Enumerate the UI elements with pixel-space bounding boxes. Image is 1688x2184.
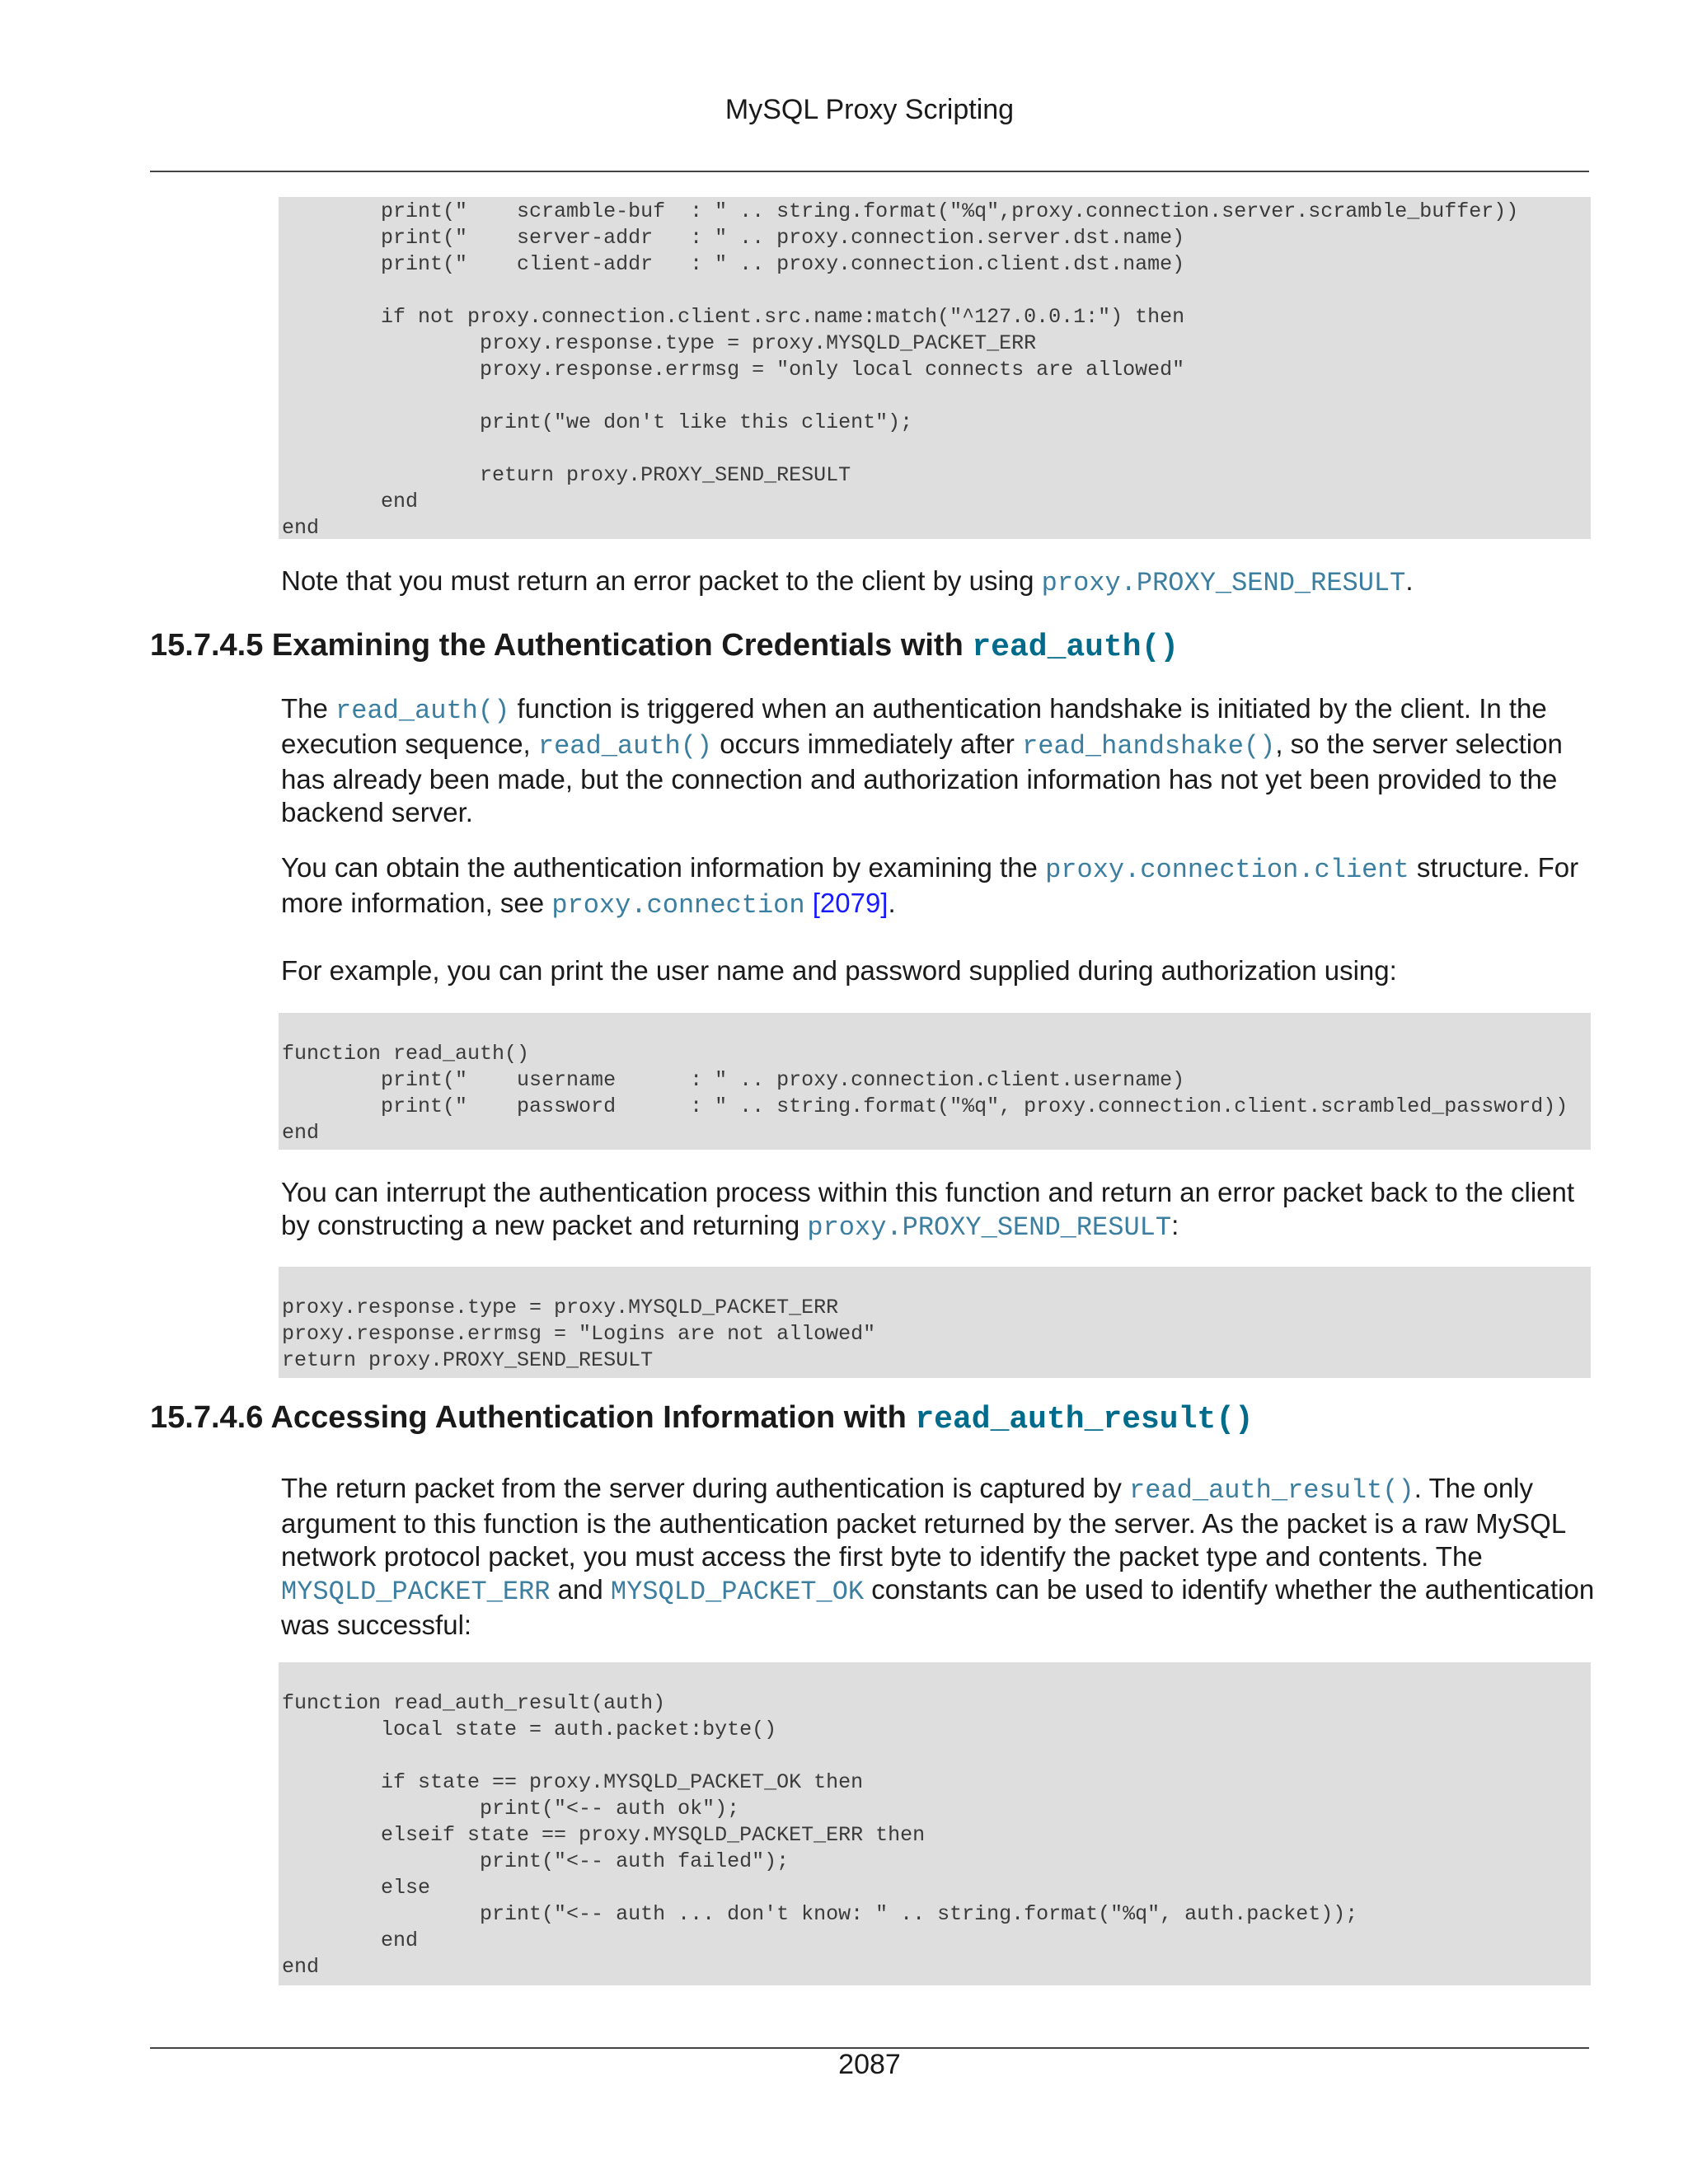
literal-proxy-connection-client: proxy.connection.client	[1045, 855, 1409, 885]
code-block-read-auth: function read_auth() print(" username : " .. proxy.connection.client.username) print(" password : " .. string.format("%q", proxy.connection.client.scrambled_password)) end	[279, 1013, 1591, 1150]
example-intro-paragraph: For example, you can print the user name and password supplied during authorization using:	[281, 955, 1397, 986]
read-auth-intro-paragraph: The read_auth() function is triggered when an authentication handshake is initiated by the client. In the execution sequence, read_auth() occurs immediately after read_handshake(), so the server selection has already been made, but the connection and authorization information has not yet been provided to the backend server.	[281, 693, 1563, 827]
literal-mysqld-packet-err: MYSQLD_PACKET_ERR	[281, 1577, 551, 1607]
interrupt-auth-paragraph: You can interrupt the authentication process within this function and return an error packet back to the client by constructing a new packet and returning proxy.PROXY_SEND_RESULT:	[281, 1177, 1575, 1243]
section-heading-read-auth: 15.7.4.5 Examining the Authentication Credentials with read_auth()	[150, 628, 1179, 665]
heading-function-read-auth-result: read_auth_result()	[915, 1402, 1254, 1437]
literal-read-handshake: read_handshake()	[1022, 731, 1276, 762]
header-rule	[150, 171, 1589, 172]
literal-proxy-send-result: proxy.PROXY_SEND_RESULT	[807, 1212, 1172, 1243]
read-auth-result-paragraph: The return packet from the server during authentication is captured by read_auth_result(). The only argument to this function is the authentication packet returned by the server. As the packet is a raw MySQL network protocol packet, you must access the first byte to identify the packet type and contents. The MYSQLD_PACKET_ERR and MYSQLD_PACKET_OK constants can be used to identify whether the authentication was successful:	[281, 1473, 1595, 1640]
note-paragraph: Note that you must return an error packet to the client by using proxy.PROXY_SEND_RESULT.	[281, 565, 1414, 598]
code-block-client-check: print(" scramble-buf : " .. string.format("%q",proxy.connection.server.scramble_buffer)) print(" server-addr : " .. proxy.connection.server.dst.name) print(" client-addr : " .. proxy.connection.client.dst.name) if not proxy.connection.client.src.name:match("^127.0.0.1:") then proxy.response.type = proxy.MYSQLD_PACKET_ERR proxy.response.errmsg = "only local connects are allowed" print("we don't like this client"); return proxy.PROXY_SEND_RESULT end end	[279, 197, 1591, 539]
literal-proxy-connection: proxy.connection	[551, 890, 805, 921]
literal-proxy-send-result: proxy.PROXY_SEND_RESULT	[1041, 568, 1406, 598]
code-block-read-auth-result: function read_auth_result(auth) local state = auth.packet:byte() if state == proxy.MYSQLD_PACKET_OK then print("<-- auth ok"); elseif state == proxy.MYSQLD_PACKET_ERR then print("<-- auth failed"); else print("<-- auth ... don't know: " .. string.format("%q", auth.packet)); end end	[279, 1662, 1591, 1985]
literal-read-auth: read_auth()	[335, 696, 510, 726]
code-block-error-response: proxy.response.type = proxy.MYSQLD_PACKET_ERR proxy.response.errmsg = "Logins are not allowed" return proxy.PROXY_SEND_RESULT	[279, 1267, 1591, 1378]
running-header: MySQL Proxy Scripting	[724, 94, 1015, 125]
section-heading-read-auth-result: 15.7.4.6 Accessing Authentication Information with read_auth_result()	[150, 1400, 1254, 1437]
literal-read-auth: read_auth()	[537, 731, 713, 762]
literal-read-auth-result: read_auth_result()	[1129, 1475, 1414, 1506]
auth-info-paragraph: You can obtain the authentication information by examining the proxy.connection.client structure. For more information, see proxy.connection [2079].	[281, 852, 1579, 921]
literal-mysqld-packet-ok: MYSQLD_PACKET_OK	[610, 1577, 865, 1607]
page-number: 2087	[838, 2049, 901, 2080]
page-reference-link[interactable]: [2079]	[804, 888, 889, 918]
heading-function-read-auth: read_auth()	[972, 630, 1179, 665]
